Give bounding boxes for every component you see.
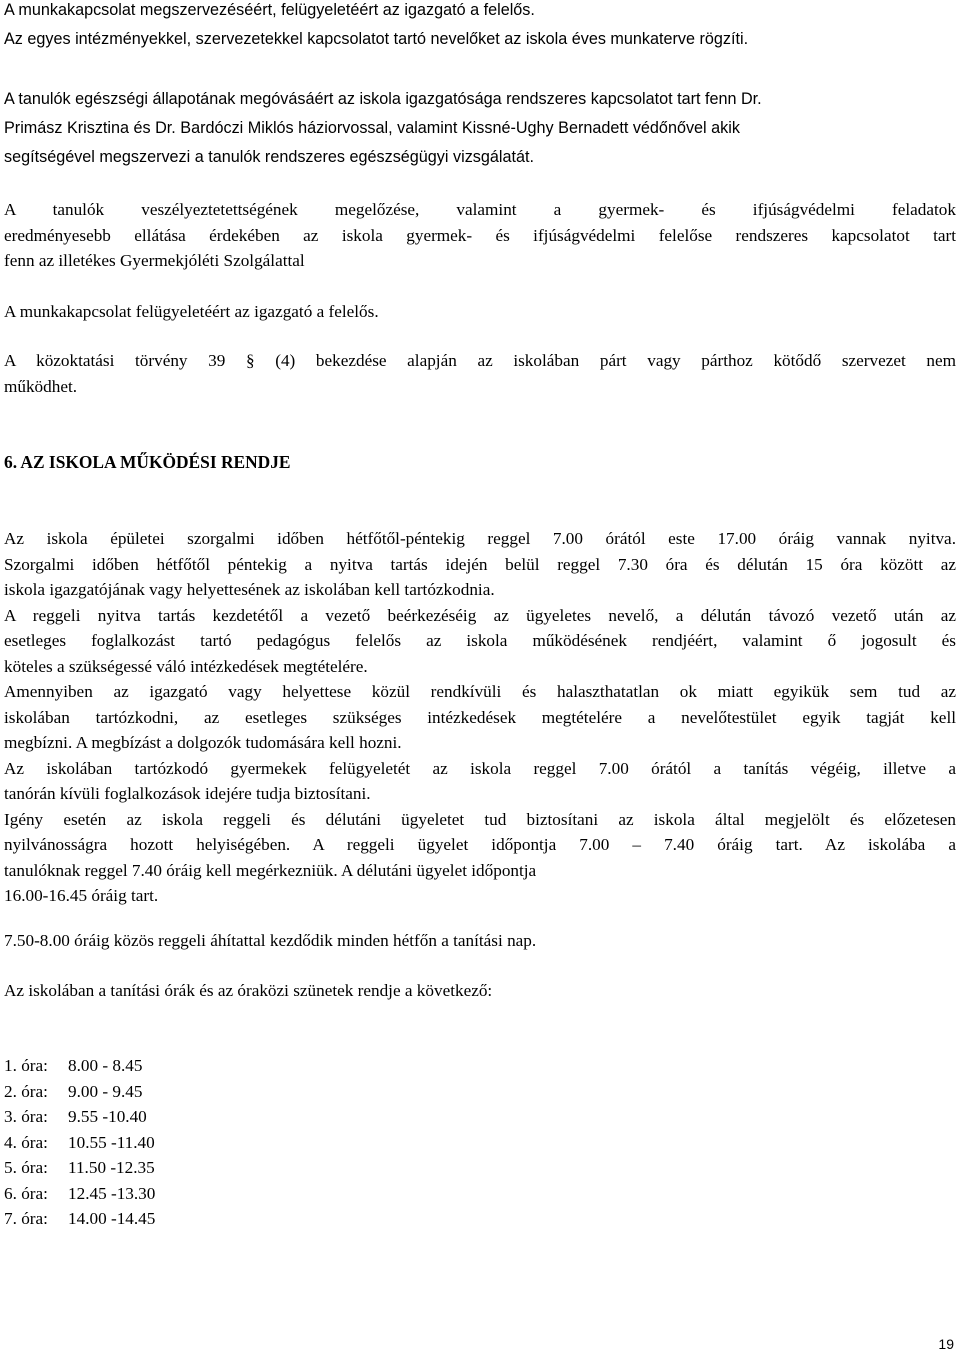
lesson-label: 7. óra:: [4, 1209, 48, 1228]
lesson-time: 8.00 - 8.45: [68, 1056, 143, 1075]
text-line: iskola igazgatójának vagy helyettesének az iskolában kell tartózkodnia.: [4, 580, 495, 599]
schedule-row: [4, 1104, 155, 1130]
paragraph-responsibility: [4, 0, 956, 54]
lesson-time: 12.45 -13.30: [68, 1183, 156, 1203]
text-line: tanórán kívüli foglalkozások idejére tudja biztosítani.: [4, 784, 371, 803]
schedule-row: [4, 1155, 155, 1181]
paragraph-devotion: [4, 928, 956, 954]
lesson-time: 14.00 -14.45: [68, 1209, 156, 1228]
lesson-label: 2. óra:: [4, 1081, 48, 1101]
text-line: A munkakapcsolat felügyeletéért az igazgató a felelős.: [4, 302, 379, 321]
paragraph-child-protection: [4, 197, 956, 274]
section-heading: 6. AZ ISKOLA MŰKÖDÉSI RENDJE: [4, 452, 291, 472]
text-line: esetleges foglalkozást tartó pedagógus felelős az iskola működésének rendjéért, valamint ő jogosult és: [4, 631, 956, 650]
schedule-row: [4, 1053, 155, 1079]
text-line: 7.50-8.00 óráig közös reggeli áhítattal kezdődik minden hétfőn a tanítási nap.: [4, 931, 537, 950]
text-line: Amennyiben az igazgató vagy helyettese közül rendkívüli és halaszthatatlan ok miatt egyikük sem tud az: [4, 682, 956, 701]
text-line: megbízni. A megbízást a dolgozók tudomására kell hozni.: [4, 733, 402, 752]
schedule-row: [4, 1130, 155, 1156]
text-line: eredményesebb ellátása érdekében az iskola gyermek- és ifjúságvédelmi felelőse rendszeres kapcsolatot tart: [4, 225, 956, 245]
text-line: Primász Krisztina és Dr. Bardóczi Miklós háziorvossal, valamint Kissné-Ughy Bernadett védőnővel akik: [4, 119, 740, 137]
text-line: működhet.: [4, 376, 78, 396]
lesson-time: 11.50 -12.35: [68, 1158, 155, 1177]
text-line: Igény esetén az iskola reggeli és délutáni ügyeletet tud biztosítani az iskola által megjelölt és előzetesen: [4, 809, 956, 829]
text-line: A közoktatási törvény 39 § (4) bekezdése alapján az iskolában párt vagy párthoz kötődő szervezet nem: [4, 351, 956, 370]
lesson-label: 1. óra:: [4, 1056, 48, 1075]
text-line: Szorgalmi időben hétfőtől péntekig a nyitva tartás idején belül reggel 7.30 óra és délután 15 óra között az: [4, 554, 956, 574]
text-line: iskolában tartózkodni, az esetleges szükséges intézkedések megtételére a nevelőtestület egyik tagját kell: [4, 707, 956, 727]
text-line: A munkakapcsolat megszervezéséért, felügyeletéért az igazgató a felelős.: [4, 1, 535, 19]
text-line: segítségével megszervezi a tanulók rendszeres egészségügyi vizsgálatát.: [4, 148, 534, 166]
text-line: 16.00-16.45 óráig tart.: [4, 886, 159, 905]
schedule-row: [4, 1206, 155, 1232]
paragraph-schedule-intro: [4, 978, 956, 1004]
paragraph-law: [4, 348, 956, 399]
text-line: tanulóknak reggel 7.40 óráig kell megérkezniük. A délutáni ügyelet időpontja: [4, 860, 537, 880]
lesson-label: 3. óra:: [4, 1107, 48, 1126]
schedule-row: [4, 1181, 155, 1207]
text-line: fenn az illetékes Gyermekjóléti Szolgálattal: [4, 251, 305, 270]
text-line: A reggeli nyitva tartás kezdetétől a vezető beérkezéséig az ügyeletes nevelő, a délután távozó vezető után az: [4, 605, 956, 625]
text-line: Az iskolában tartózkodó gyermekek felügyeletét az iskola reggel 7.00 órától a tanítás végéig, illetve a: [4, 758, 956, 778]
lesson-time: 9.00 - 9.45: [68, 1081, 143, 1101]
paragraph-supervision: [4, 299, 956, 325]
schedule-row: [4, 1079, 155, 1105]
paragraph-health: [4, 85, 956, 172]
lesson-schedule: [4, 1053, 155, 1232]
text-line: A tanulók egészségi állapotának megóvásáért az iskola igazgatósága rendszeres kapcsolatot tart fenn Dr.: [4, 90, 762, 108]
page-number: 19: [938, 1336, 954, 1352]
lesson-time: 9.55 -10.40: [68, 1107, 147, 1126]
text-line: Az iskola épületei szorgalmi időben hétfőtől-péntekig reggel 7.00 órától este 17.00 óráig vannak nyitva.: [4, 529, 956, 548]
text-line: nyilvánosságra hozott helyiségében. A reggeli ügyelet időpontja 7.00 – 7.40 óráig tart. Az iskolába a: [4, 835, 956, 854]
text-line: köteles a szükségessé váló intézkedések megtételére.: [4, 656, 368, 676]
lesson-time: 10.55 -11.40: [68, 1132, 155, 1152]
text-line: Az iskolában a tanítási órák és az óraközi szünetek rendje a következő:: [4, 981, 493, 1000]
lesson-label: 4. óra:: [4, 1132, 48, 1152]
lesson-label: 5. óra:: [4, 1158, 48, 1177]
section-body: [4, 526, 956, 909]
text-line: Az egyes intézményekkel, szervezetekkel kapcsolatot tartó nevelőket az iskola éves munkaterve rögzíti.: [4, 30, 749, 48]
lesson-label: 6. óra:: [4, 1183, 48, 1203]
text-line: A tanulók veszélyeztetettségének megelőzése, valamint a gyermek- és ifjúságvédelmi feladatok: [4, 200, 956, 219]
